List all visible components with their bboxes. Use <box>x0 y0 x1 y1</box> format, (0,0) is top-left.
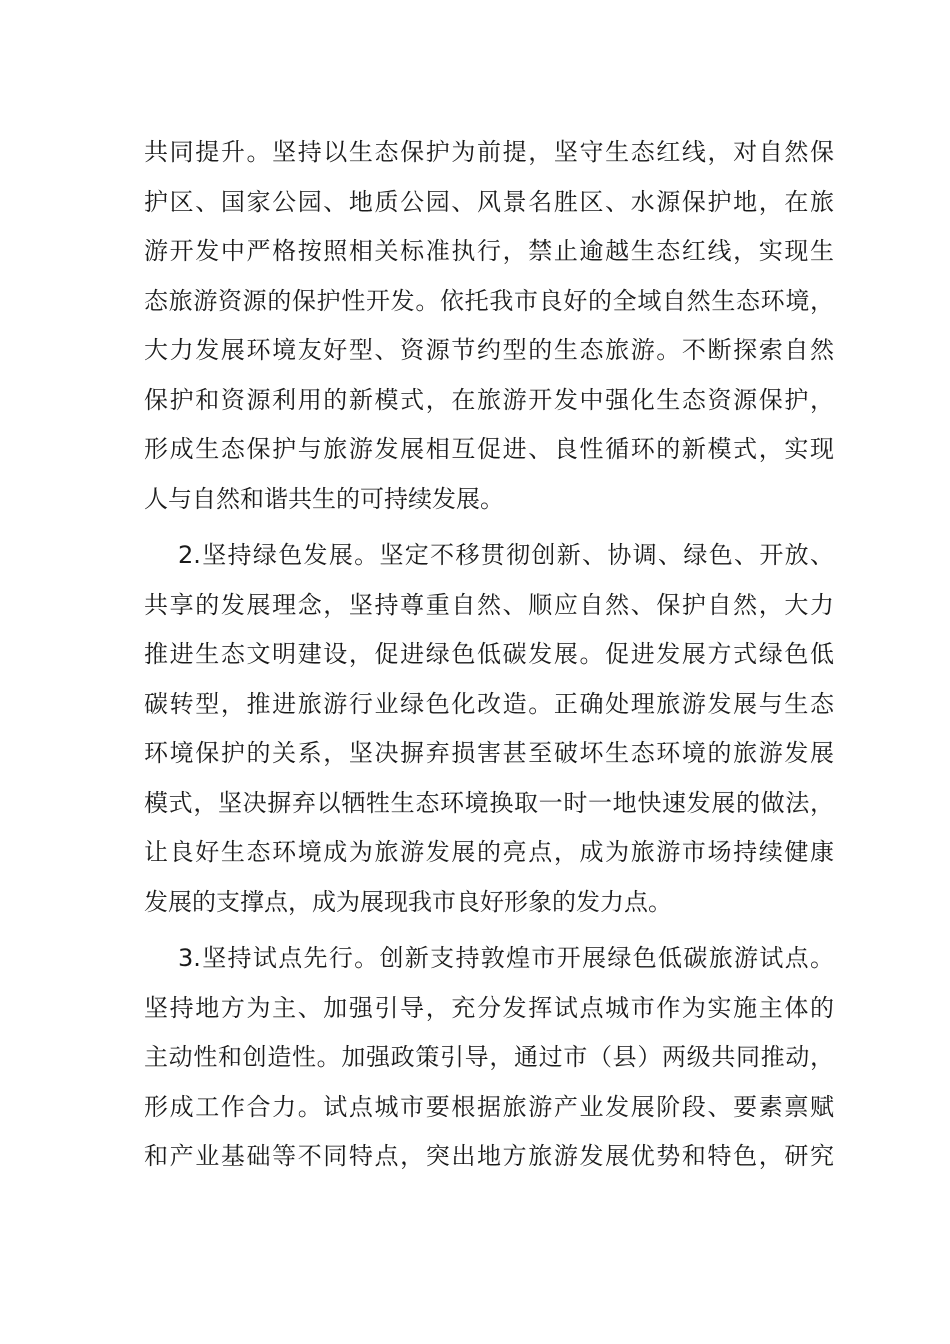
text-line: 游开发中严格按照相关标准执行，禁止逾越生态红线，实现生 <box>144 237 834 265</box>
paragraph-2 <box>144 531 834 927</box>
text-line: 推进生态文明建设，促进绿色低碳发展。促进发展方式绿色低 <box>144 640 834 668</box>
text-line: 3.坚持试点先行。创新支持敦煌市开展绿色低碳旅游试点。 <box>178 944 834 972</box>
text-line: 大力发展环境友好型、资源节约型的生态旅游。不断探索自然 <box>144 336 834 364</box>
paragraph-1 <box>144 128 834 524</box>
text-line: 形成工作合力。试点城市要根据旅游产业发展阶段、要素禀赋 <box>144 1092 834 1121</box>
text-line: 保护和资源利用的新模式，在旅游开发中强化生态资源保护， <box>144 385 834 414</box>
text-line: 和产业基础等不同特点，突出地方旅游发展优势和特色，研究 <box>144 1142 834 1170</box>
text-line: 坚持地方为主、加强引导，充分发挥试点城市作为实施主体的 <box>144 993 834 1022</box>
text-line: 模式，坚决摒弃以牺牲生态环境换取一时一地快速发展的做法， <box>144 788 834 817</box>
text-line: 护区、国家公园、地质公园、风景名胜区、水源保护地，在旅 <box>144 187 834 216</box>
text-line: 环境保护的关系，坚决摒弃损害甚至破坏生态环境的旅游发展 <box>144 739 834 767</box>
paragraph-3 <box>144 934 834 1182</box>
paragraph-gap <box>144 524 834 531</box>
text-line: 态旅游资源的保护性开发。依托我市良好的全域自然生态环境， <box>144 286 834 315</box>
text-line: 主动性和创造性。加强政策引导，通过市（县）两级共同推动， <box>144 1043 834 1071</box>
text-line: 形成生态保护与旅游发展相互促进、良性循环的新模式，实现 <box>144 435 834 463</box>
text-line: 2.坚持绿色发展。坚定不移贯彻创新、协调、绿色、开放、 <box>178 541 834 569</box>
text-line: 共同提升。坚持以生态保护为前提，坚守生态红线，对自然保 <box>144 138 834 166</box>
document-body <box>144 128 834 1182</box>
text-line: 碳转型，推进旅游行业绿色化改造。正确处理旅游发展与生态 <box>144 689 834 718</box>
text-line: 发展的支撑点，成为展现我市良好形象的发力点。 <box>144 887 672 916</box>
paragraph-gap <box>144 927 834 934</box>
text-line: 共享的发展理念，坚持尊重自然、顺应自然、保护自然，大力 <box>144 590 834 619</box>
text-line: 让良好生态环境成为旅游发展的亮点，成为旅游市场持续健康 <box>144 838 834 866</box>
text-line: 人与自然和谐共生的可持续发展。 <box>144 484 504 513</box>
